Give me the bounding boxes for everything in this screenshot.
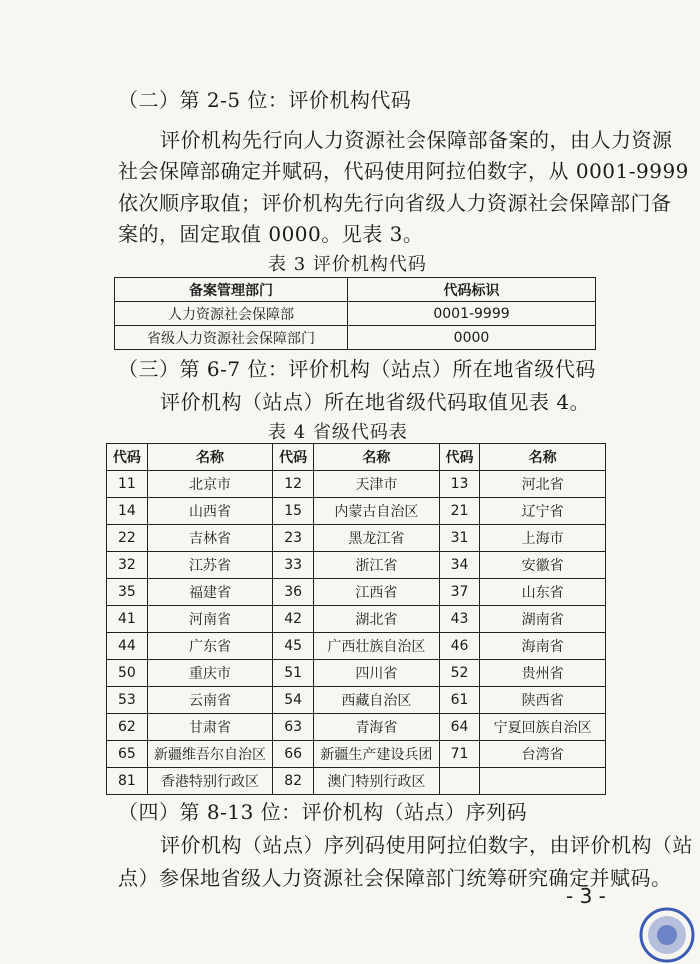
province-code-cell: 32 bbox=[107, 552, 148, 579]
section2-line-3: 依次顺序取值；评价机构先行向省级人力资源社会保障部门备 bbox=[118, 191, 672, 215]
province-name-cell: 云南省 bbox=[147, 687, 273, 714]
table4-header-name: 名称 bbox=[480, 444, 606, 471]
province-name-cell: 海南省 bbox=[480, 633, 606, 660]
table-row bbox=[107, 741, 606, 768]
province-code-cell: 37 bbox=[439, 579, 480, 606]
province-code-cell: 61 bbox=[439, 687, 480, 714]
province-name-cell: 河南省 bbox=[147, 606, 273, 633]
province-name-cell: 河北省 bbox=[480, 471, 606, 498]
province-code-cell: 62 bbox=[107, 714, 148, 741]
table3-header-row bbox=[115, 278, 596, 302]
province-name-cell: 新疆维吾尔自治区 bbox=[147, 741, 273, 768]
province-code-cell bbox=[439, 768, 480, 795]
table-row bbox=[107, 552, 606, 579]
province-code-cell: 82 bbox=[273, 768, 314, 795]
section2-line-4: 案的，固定取值 0000。见表 3。 bbox=[118, 222, 424, 246]
province-code-cell: 36 bbox=[273, 579, 314, 606]
table-row bbox=[107, 633, 606, 660]
province-name-cell: 重庆市 bbox=[147, 660, 273, 687]
province-name-cell: 宁夏回族自治区 bbox=[480, 714, 606, 741]
province-code-cell: 23 bbox=[273, 525, 314, 552]
province-code-cell: 15 bbox=[273, 498, 314, 525]
table4-caption: 表 4 省级代码表 bbox=[268, 422, 408, 443]
province-code-cell: 41 bbox=[107, 606, 148, 633]
province-name-cell: 台湾省 bbox=[480, 741, 606, 768]
province-code-cell: 43 bbox=[439, 606, 480, 633]
province-name-cell: 黑龙江省 bbox=[314, 525, 440, 552]
table-row bbox=[107, 687, 606, 714]
table3-caption: 表 3 评价机构代码 bbox=[268, 254, 427, 275]
province-code-cell: 14 bbox=[107, 498, 148, 525]
province-code-cell: 33 bbox=[273, 552, 314, 579]
province-code-cell: 31 bbox=[439, 525, 480, 552]
province-name-cell: 北京市 bbox=[147, 471, 273, 498]
province-code-cell: 63 bbox=[273, 714, 314, 741]
province-name-cell: 广西壮族自治区 bbox=[314, 633, 440, 660]
province-code-cell: 12 bbox=[273, 471, 314, 498]
province-name-cell: 贵州省 bbox=[480, 660, 606, 687]
province-code-cell: 21 bbox=[439, 498, 480, 525]
province-code-cell: 54 bbox=[273, 687, 314, 714]
table4-header-name: 名称 bbox=[147, 444, 273, 471]
province-name-cell: 福建省 bbox=[147, 579, 273, 606]
table3-cell: 省级人力资源社会保障部门 bbox=[115, 326, 348, 350]
province-name-cell: 香港特别行政区 bbox=[147, 768, 273, 795]
table-row bbox=[115, 302, 596, 326]
province-name-cell: 上海市 bbox=[480, 525, 606, 552]
province-code-cell: 53 bbox=[107, 687, 148, 714]
seal-stamp-icon bbox=[638, 906, 696, 964]
province-code-cell: 35 bbox=[107, 579, 148, 606]
table4-header-code: 代码 bbox=[107, 444, 148, 471]
province-code-cell: 11 bbox=[107, 471, 148, 498]
province-code-cell: 42 bbox=[273, 606, 314, 633]
province-code-cell: 45 bbox=[273, 633, 314, 660]
province-name-cell: 甘肃省 bbox=[147, 714, 273, 741]
province-name-cell: 湖南省 bbox=[480, 606, 606, 633]
province-name-cell: 辽宁省 bbox=[480, 498, 606, 525]
table3-cell: 人力资源社会保障部 bbox=[115, 302, 348, 326]
province-name-cell: 山西省 bbox=[147, 498, 273, 525]
province-code-cell: 65 bbox=[107, 741, 148, 768]
table-row bbox=[107, 660, 606, 687]
table3-cell: 0000 bbox=[348, 326, 596, 350]
province-code-cell: 64 bbox=[439, 714, 480, 741]
province-name-cell: 青海省 bbox=[314, 714, 440, 741]
province-name-cell: 西藏自治区 bbox=[314, 687, 440, 714]
province-code-cell: 44 bbox=[107, 633, 148, 660]
table-row bbox=[107, 606, 606, 633]
province-code-cell: 34 bbox=[439, 552, 480, 579]
table4-header-code: 代码 bbox=[439, 444, 480, 471]
section4-line-1: 评价机构（站点）序列码使用阿拉伯数字，由评价机构（站 bbox=[160, 833, 693, 857]
table4 bbox=[106, 443, 606, 795]
province-name-cell: 江苏省 bbox=[147, 552, 273, 579]
province-name-cell: 澳门特别行政区 bbox=[314, 768, 440, 795]
province-name-cell: 天津市 bbox=[314, 471, 440, 498]
province-name-cell: 山东省 bbox=[480, 579, 606, 606]
section4-line-2: 点）参保地省级人力资源社会保障部门统筹研究确定并赋码。 bbox=[118, 866, 672, 890]
table-row bbox=[107, 525, 606, 552]
province-name-cell: 陕西省 bbox=[480, 687, 606, 714]
section2-line-2: 社会保障部确定并赋码，代码使用阿拉伯数字，从 0001-9999 bbox=[118, 159, 689, 183]
table-row bbox=[107, 471, 606, 498]
table-row bbox=[115, 326, 596, 350]
table-row bbox=[107, 498, 606, 525]
section3-line: 评价机构（站点）所在地省级代码取值见表 4。 bbox=[160, 390, 591, 414]
table3-header-code: 代码标识 bbox=[348, 278, 596, 302]
province-name-cell: 江西省 bbox=[314, 579, 440, 606]
province-name-cell: 新疆生产建设兵团 bbox=[314, 741, 440, 768]
table4-header-row bbox=[107, 444, 606, 471]
section2-heading: （二）第 2-5 位：评价机构代码 bbox=[118, 88, 412, 112]
table3-cell: 0001-9999 bbox=[348, 302, 596, 326]
section2-line-1: 评价机构先行向人力资源社会保障部备案的，由人力资源 bbox=[160, 128, 673, 152]
table4-header-code: 代码 bbox=[273, 444, 314, 471]
province-name-cell: 安徽省 bbox=[480, 552, 606, 579]
province-name-cell: 吉林省 bbox=[147, 525, 273, 552]
table-row bbox=[107, 579, 606, 606]
province-name-cell: 四川省 bbox=[314, 660, 440, 687]
province-name-cell bbox=[480, 768, 606, 795]
province-code-cell: 71 bbox=[439, 741, 480, 768]
province-code-cell: 81 bbox=[107, 768, 148, 795]
table-row bbox=[107, 768, 606, 795]
province-name-cell: 湖北省 bbox=[314, 606, 440, 633]
province-name-cell: 浙江省 bbox=[314, 552, 440, 579]
province-code-cell: 66 bbox=[273, 741, 314, 768]
province-code-cell: 46 bbox=[439, 633, 480, 660]
table-row bbox=[107, 714, 606, 741]
page-number: - 3 - bbox=[566, 884, 606, 908]
province-code-cell: 51 bbox=[273, 660, 314, 687]
province-code-cell: 50 bbox=[107, 660, 148, 687]
province-code-cell: 13 bbox=[439, 471, 480, 498]
section3-heading: （三）第 6-7 位：评价机构（站点）所在地省级代码 bbox=[118, 357, 596, 381]
section4-heading: （四）第 8-13 位：评价机构（站点）序列码 bbox=[118, 800, 528, 824]
province-name-cell: 广东省 bbox=[147, 633, 273, 660]
table3-header-dept: 备案管理部门 bbox=[115, 278, 348, 302]
table3 bbox=[114, 277, 596, 350]
province-code-cell: 22 bbox=[107, 525, 148, 552]
table4-header-name: 名称 bbox=[314, 444, 440, 471]
province-code-cell: 52 bbox=[439, 660, 480, 687]
table4-body bbox=[107, 471, 606, 795]
province-name-cell: 内蒙古自治区 bbox=[314, 498, 440, 525]
